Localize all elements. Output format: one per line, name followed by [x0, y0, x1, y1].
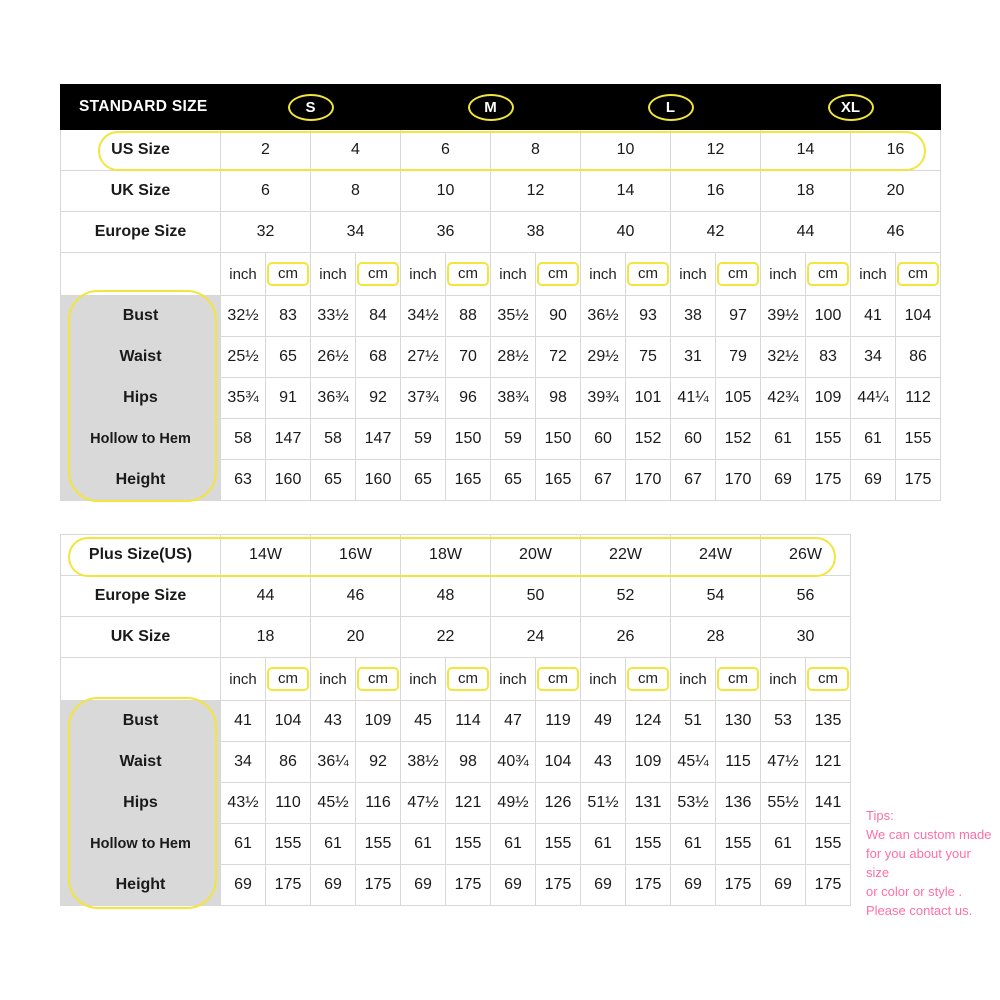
cell: 8	[491, 130, 581, 171]
unit-cm: cm	[896, 253, 941, 296]
cell: 58	[311, 419, 356, 460]
standard-size-table	[60, 84, 941, 501]
unit-inch: inch	[581, 253, 626, 296]
cell: 14	[581, 171, 671, 212]
cell: 22W	[581, 535, 671, 576]
unit-inch: inch	[311, 253, 356, 296]
cell: 40¾	[491, 742, 536, 783]
cell: 147	[266, 419, 311, 460]
size-badge-xl: XL	[828, 94, 874, 121]
cell: 150	[446, 419, 491, 460]
cell: 40	[581, 212, 671, 253]
table-row	[61, 824, 851, 865]
unit-inch: inch	[491, 658, 536, 701]
cell: 41	[221, 701, 266, 742]
standard-size-table-wrapper	[60, 84, 940, 501]
unit-cm: cm	[266, 253, 311, 296]
cell: 26W	[761, 535, 851, 576]
unit-inch: inch	[491, 253, 536, 296]
cell: 155	[536, 824, 581, 865]
cell: 70	[446, 337, 491, 378]
cell: 25½	[221, 337, 266, 378]
cell: 61	[401, 824, 446, 865]
row-label-hollow-to-hem: Hollow to Hem	[61, 824, 221, 865]
plus-size-table	[60, 534, 851, 906]
cell: 91	[266, 378, 311, 419]
unit-cm: cm	[536, 658, 581, 701]
table-row	[61, 865, 851, 906]
cell: 72	[536, 337, 581, 378]
cell: 130	[716, 701, 761, 742]
standard-header-row	[61, 85, 941, 130]
unit-cm: cm	[716, 658, 761, 701]
cell: 83	[806, 337, 851, 378]
unit-cm: cm	[806, 658, 851, 701]
cell: 100	[806, 296, 851, 337]
cell: 30	[761, 617, 851, 658]
cell: 28	[671, 617, 761, 658]
unit-inch: inch	[761, 253, 806, 296]
tips-note	[866, 806, 996, 920]
unit-inch: inch	[581, 658, 626, 701]
cell: 115	[716, 742, 761, 783]
unit-inch: inch	[401, 253, 446, 296]
cell: 86	[266, 742, 311, 783]
cell: 46	[311, 576, 401, 617]
cell: 32½	[221, 296, 266, 337]
cell: 135	[806, 701, 851, 742]
table-row	[61, 419, 941, 460]
cell: 61	[671, 824, 716, 865]
cell: 12	[671, 130, 761, 171]
cell: 65	[266, 337, 311, 378]
cell: 136	[716, 783, 761, 824]
cell: 44	[221, 576, 311, 617]
cell: 22	[401, 617, 491, 658]
cell: 38¾	[491, 378, 536, 419]
unit-cm: cm	[446, 658, 491, 701]
cell: 155	[806, 419, 851, 460]
cell: 59	[491, 419, 536, 460]
cell: 63	[221, 460, 266, 501]
cell: 52	[581, 576, 671, 617]
cell: 155	[626, 824, 671, 865]
cell: 155	[266, 824, 311, 865]
row-label-height: Height	[61, 865, 221, 906]
cell: 20	[851, 171, 941, 212]
table-row	[61, 617, 851, 658]
tips-line-5: Please contact us.	[866, 903, 973, 918]
cell: 39¾	[581, 378, 626, 419]
cell: 16W	[311, 535, 401, 576]
cell: 116	[356, 783, 401, 824]
cell: 46	[851, 212, 941, 253]
size-badge-l: L	[648, 94, 694, 121]
cell: 44¼	[851, 378, 896, 419]
cell: 26	[581, 617, 671, 658]
cell: 32½	[761, 337, 806, 378]
table-row	[61, 535, 851, 576]
cell: 126	[536, 783, 581, 824]
cell: 38½	[401, 742, 446, 783]
header-size-l	[581, 85, 761, 130]
cell: 175	[446, 865, 491, 906]
cell: 152	[626, 419, 671, 460]
cell: 34	[311, 212, 401, 253]
cell: 45¼	[671, 742, 716, 783]
tips-line-3: for you about your size	[866, 846, 971, 880]
cell: 14W	[221, 535, 311, 576]
cell: 39½	[761, 296, 806, 337]
cell: 165	[446, 460, 491, 501]
cell: 20	[311, 617, 401, 658]
cell: 35½	[491, 296, 536, 337]
cell: 12	[491, 171, 581, 212]
cell: 104	[536, 742, 581, 783]
unit-cm: cm	[536, 253, 581, 296]
cell: 69	[311, 865, 356, 906]
cell: 16	[671, 171, 761, 212]
cell: 88	[446, 296, 491, 337]
cell: 124	[626, 701, 671, 742]
cell: 61	[761, 824, 806, 865]
row-label-waist: Waist	[61, 337, 221, 378]
row-label-plus-size-us: Plus Size(US)	[61, 535, 221, 576]
row-label-height: Height	[61, 460, 221, 501]
cell: 175	[896, 460, 941, 501]
cell: 69	[761, 865, 806, 906]
header-size-xl	[761, 85, 941, 130]
cell: 58	[221, 419, 266, 460]
cell: 92	[356, 742, 401, 783]
cell: 67	[671, 460, 716, 501]
cell: 36½	[581, 296, 626, 337]
table-row	[61, 742, 851, 783]
unit-inch: inch	[671, 658, 716, 701]
cell: 160	[356, 460, 401, 501]
unit-inch: inch	[221, 658, 266, 701]
cell: 65	[311, 460, 356, 501]
size-badge-s: S	[288, 94, 334, 121]
cell: 155	[716, 824, 761, 865]
cell: 61	[221, 824, 266, 865]
unit-inch: inch	[671, 253, 716, 296]
unit-cm: cm	[626, 253, 671, 296]
cell: 90	[536, 296, 581, 337]
row-label-uk-size: UK Size	[61, 171, 221, 212]
cell: 60	[671, 419, 716, 460]
cell: 47½	[401, 783, 446, 824]
cell: 51½	[581, 783, 626, 824]
cell: 155	[806, 824, 851, 865]
cell: 50	[491, 576, 581, 617]
cell: 43	[311, 701, 356, 742]
cell: 110	[266, 783, 311, 824]
cell: 34	[221, 742, 266, 783]
cell: 37¾	[401, 378, 446, 419]
cell: 61	[851, 419, 896, 460]
cell: 49	[581, 701, 626, 742]
cell: 36¾	[311, 378, 356, 419]
cell: 104	[266, 701, 311, 742]
unit-cm: cm	[626, 658, 671, 701]
cell: 56	[761, 576, 851, 617]
cell: 41¼	[671, 378, 716, 419]
header-size-s	[221, 85, 401, 130]
cell: 79	[716, 337, 761, 378]
cell: 175	[626, 865, 671, 906]
size-badge-m: M	[468, 94, 514, 121]
cell: 150	[536, 419, 581, 460]
cell: 92	[356, 378, 401, 419]
cell: 98	[536, 378, 581, 419]
cell: 160	[266, 460, 311, 501]
cell: 131	[626, 783, 671, 824]
unit-cm: cm	[266, 658, 311, 701]
cell: 69	[491, 865, 536, 906]
row-label-bust: Bust	[61, 701, 221, 742]
table-row	[61, 212, 941, 253]
row-label-hips: Hips	[61, 378, 221, 419]
cell: 47	[491, 701, 536, 742]
cell: 175	[806, 865, 851, 906]
cell: 35¾	[221, 378, 266, 419]
unit-cm: cm	[716, 253, 761, 296]
cell: 31	[671, 337, 716, 378]
row-label-europe-size: Europe Size	[61, 212, 221, 253]
cell: 53½	[671, 783, 716, 824]
cell: 10	[581, 130, 671, 171]
cell: 34½	[401, 296, 446, 337]
unit-inch: inch	[311, 658, 356, 701]
unit-cm: cm	[356, 658, 401, 701]
cell: 20W	[491, 535, 581, 576]
header-size-m	[401, 85, 581, 130]
cell: 119	[536, 701, 581, 742]
cell: 10	[401, 171, 491, 212]
cell: 61	[311, 824, 356, 865]
cell: 109	[626, 742, 671, 783]
cell: 51	[671, 701, 716, 742]
cell: 49½	[491, 783, 536, 824]
cell: 109	[356, 701, 401, 742]
unit-inch: inch	[401, 658, 446, 701]
cell: 83	[266, 296, 311, 337]
cell: 155	[446, 824, 491, 865]
plus-units-row	[61, 658, 851, 701]
tips-line-1: Tips:	[866, 808, 894, 823]
cell: 18	[761, 171, 851, 212]
cell: 69	[581, 865, 626, 906]
cell: 170	[626, 460, 671, 501]
cell: 147	[356, 419, 401, 460]
row-label-uk-size: UK Size	[61, 617, 221, 658]
cell: 29½	[581, 337, 626, 378]
table-row	[61, 171, 941, 212]
cell: 69	[221, 865, 266, 906]
cell: 69	[671, 865, 716, 906]
unit-cm: cm	[446, 253, 491, 296]
cell: 175	[536, 865, 581, 906]
table-row	[61, 337, 941, 378]
cell: 175	[806, 460, 851, 501]
row-label-europe-size: Europe Size	[61, 576, 221, 617]
cell: 18	[221, 617, 311, 658]
row-label-us-size: US Size	[61, 130, 221, 171]
cell: 121	[446, 783, 491, 824]
unit-cm: cm	[806, 253, 851, 296]
plus-size-table-wrapper	[60, 534, 850, 906]
unit-inch: inch	[221, 253, 266, 296]
cell: 36¼	[311, 742, 356, 783]
cell: 155	[356, 824, 401, 865]
cell: 105	[716, 378, 761, 419]
cell: 26½	[311, 337, 356, 378]
cell: 98	[446, 742, 491, 783]
tips-line-2: We can custom made	[866, 827, 992, 842]
table-row	[61, 701, 851, 742]
cell: 38	[671, 296, 716, 337]
cell: 43	[581, 742, 626, 783]
cell: 16	[851, 130, 941, 171]
cell: 36	[401, 212, 491, 253]
cell: 43½	[221, 783, 266, 824]
cell: 165	[536, 460, 581, 501]
cell: 65	[401, 460, 446, 501]
cell: 61	[491, 824, 536, 865]
cell: 101	[626, 378, 671, 419]
cell: 155	[896, 419, 941, 460]
cell: 68	[356, 337, 401, 378]
standard-title: STANDARD SIZE	[61, 85, 221, 130]
cell: 41	[851, 296, 896, 337]
cell: 86	[896, 337, 941, 378]
table-row	[61, 296, 941, 337]
units-row-label	[61, 253, 221, 296]
cell: 8	[311, 171, 401, 212]
cell: 96	[446, 378, 491, 419]
cell: 28½	[491, 337, 536, 378]
cell: 114	[446, 701, 491, 742]
cell: 2	[221, 130, 311, 171]
cell: 104	[896, 296, 941, 337]
cell: 44	[761, 212, 851, 253]
cell: 47½	[761, 742, 806, 783]
row-label-hollow-to-hem: Hollow to Hem	[61, 419, 221, 460]
cell: 109	[806, 378, 851, 419]
unit-inch: inch	[761, 658, 806, 701]
cell: 4	[311, 130, 401, 171]
unit-cm: cm	[356, 253, 401, 296]
units-row-label	[61, 658, 221, 701]
cell: 141	[806, 783, 851, 824]
cell: 55½	[761, 783, 806, 824]
cell: 112	[896, 378, 941, 419]
cell: 175	[716, 865, 761, 906]
cell: 69	[401, 865, 446, 906]
cell: 93	[626, 296, 671, 337]
cell: 14	[761, 130, 851, 171]
cell: 69	[851, 460, 896, 501]
table-row	[61, 783, 851, 824]
cell: 48	[401, 576, 491, 617]
cell: 53	[761, 701, 806, 742]
cell: 121	[806, 742, 851, 783]
cell: 34	[851, 337, 896, 378]
cell: 45	[401, 701, 446, 742]
standard-units-row	[61, 253, 941, 296]
cell: 33½	[311, 296, 356, 337]
cell: 152	[716, 419, 761, 460]
table-row	[61, 130, 941, 171]
cell: 32	[221, 212, 311, 253]
cell: 84	[356, 296, 401, 337]
cell: 6	[221, 171, 311, 212]
cell: 175	[356, 865, 401, 906]
row-label-waist: Waist	[61, 742, 221, 783]
table-row	[61, 460, 941, 501]
cell: 75	[626, 337, 671, 378]
cell: 24W	[671, 535, 761, 576]
cell: 69	[761, 460, 806, 501]
cell: 42	[671, 212, 761, 253]
cell: 59	[401, 419, 446, 460]
table-row	[61, 378, 941, 419]
cell: 6	[401, 130, 491, 171]
cell: 60	[581, 419, 626, 460]
cell: 54	[671, 576, 761, 617]
cell: 45½	[311, 783, 356, 824]
cell: 97	[716, 296, 761, 337]
cell: 18W	[401, 535, 491, 576]
row-label-hips: Hips	[61, 783, 221, 824]
cell: 61	[581, 824, 626, 865]
cell: 175	[266, 865, 311, 906]
unit-inch: inch	[851, 253, 896, 296]
cell: 67	[581, 460, 626, 501]
cell: 65	[491, 460, 536, 501]
cell: 61	[761, 419, 806, 460]
cell: 24	[491, 617, 581, 658]
cell: 42¾	[761, 378, 806, 419]
tips-line-4: or color or style .	[866, 884, 963, 899]
row-label-bust: Bust	[61, 296, 221, 337]
cell: 27½	[401, 337, 446, 378]
cell: 38	[491, 212, 581, 253]
table-row	[61, 576, 851, 617]
cell: 170	[716, 460, 761, 501]
